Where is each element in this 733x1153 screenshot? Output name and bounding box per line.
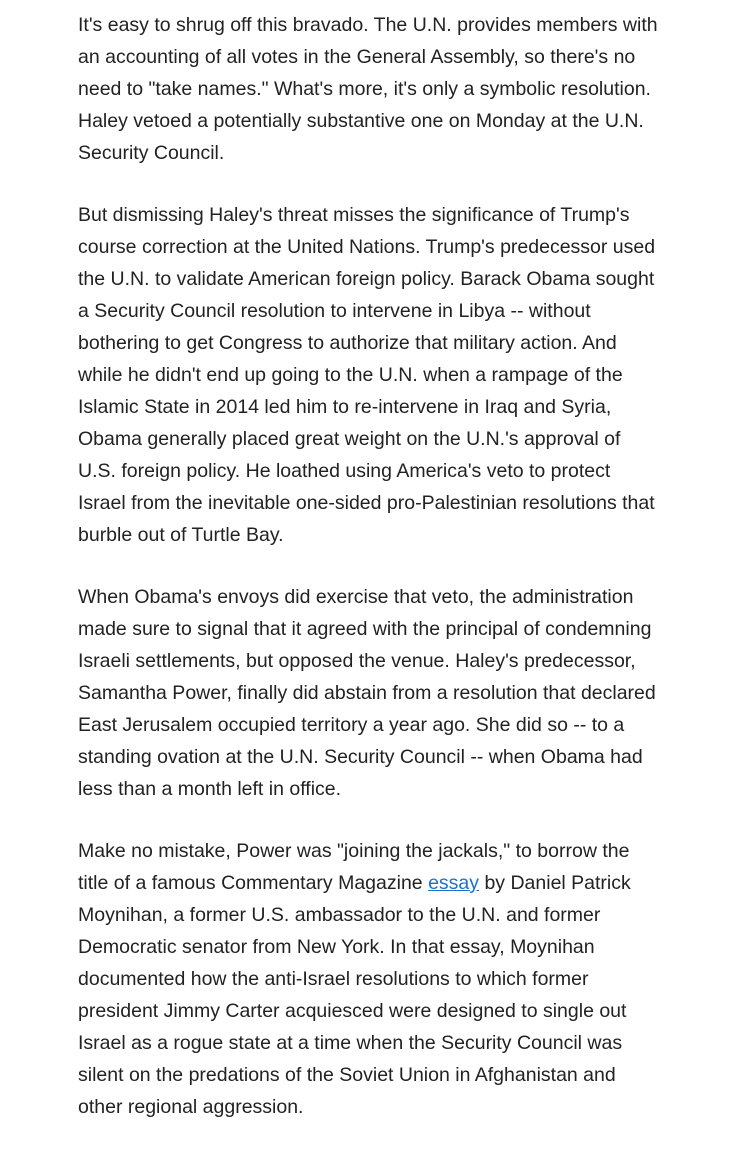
- text-line: silent on the predations of the Soviet Union in Afghanistan and: [78, 1064, 616, 1086]
- article-body: [78, 9, 688, 1153]
- text-line-with-link: [78, 867, 688, 899]
- text-line: other regional aggression.: [78, 1096, 304, 1118]
- text-line: standing ovation at the U.N. Security Council -- when Obama had: [78, 746, 643, 768]
- text-line: When Obama's envoys did exercise that veto, the administration: [78, 586, 634, 608]
- text-fragment: title of a famous Commentary Magazine: [78, 872, 429, 894]
- text-line: Security Council.: [78, 142, 225, 164]
- text-line: But dismissing Haley's threat misses the significance of Trump's: [78, 204, 630, 226]
- text-line: course correction at the United Nations. Trump's predecessor used: [78, 236, 656, 258]
- text-line: the U.N. to validate American foreign policy. Barack Obama sought: [78, 268, 655, 290]
- text-line: East Jerusalem occupied territory a year ago. She did so -- to a: [78, 714, 625, 736]
- text-line: Israel as a rogue state at a time when the Security Council was: [78, 1032, 623, 1054]
- text-line: need to "take names." What's more, it's only a symbolic resolution.: [78, 78, 651, 100]
- paragraph-3: [78, 581, 688, 805]
- paragraph-4: [78, 835, 688, 1123]
- paragraph-1: [78, 9, 688, 169]
- text-line: It's easy to shrug off this bravado. The U.N. provides members with: [78, 14, 658, 36]
- text-line: an accounting of all votes in the General Assembly, so there's no: [78, 46, 636, 68]
- text-line: a Security Council resolution to intervene in Libya -- without: [78, 300, 591, 322]
- essay-link[interactable]: essay: [428, 872, 480, 894]
- text-line: Samantha Power, finally did abstain from a resolution that declared: [78, 682, 656, 704]
- text-line: less than a month left in office.: [78, 778, 342, 800]
- text-line: while he didn't end up going to the U.N. when a rampage of the: [78, 364, 623, 386]
- text-line: documented how the anti-Israel resolutions to which former: [78, 968, 589, 990]
- text-line: Haley vetoed a potentially substantive one on Monday at the U.N.: [78, 110, 644, 132]
- text-line: made sure to signal that it agreed with the principal of condemning: [78, 618, 652, 640]
- text-line: Democratic senator from New York. In that essay, Moynihan: [78, 936, 595, 958]
- text-line: Israeli settlements, but opposed the venue. Haley's predecessor,: [78, 650, 636, 672]
- text-line: U.S. foreign policy. He loathed using America's veto to protect: [78, 460, 611, 482]
- text-line: burble out of Turtle Bay.: [78, 524, 284, 546]
- text-fragment: by Daniel Patrick: [479, 872, 631, 894]
- text-line: Moynihan, a former U.S. ambassador to the U.N. and former: [78, 904, 601, 926]
- text-line: Islamic State in 2014 led him to re-intervene in Iraq and Syria,: [78, 396, 612, 418]
- text-line: Israel from the inevitable one-sided pro-Palestinian resolutions that: [78, 492, 655, 514]
- text-line: president Jimmy Carter acquiesced were designed to single out: [78, 1000, 627, 1022]
- text-line: Obama generally placed great weight on the U.N.'s approval of: [78, 428, 621, 450]
- text-line: Make no mistake, Power was "joining the jackals," to borrow the: [78, 840, 630, 862]
- paragraph-2: [78, 199, 688, 551]
- text-line: bothering to get Congress to authorize that military action. And: [78, 332, 617, 354]
